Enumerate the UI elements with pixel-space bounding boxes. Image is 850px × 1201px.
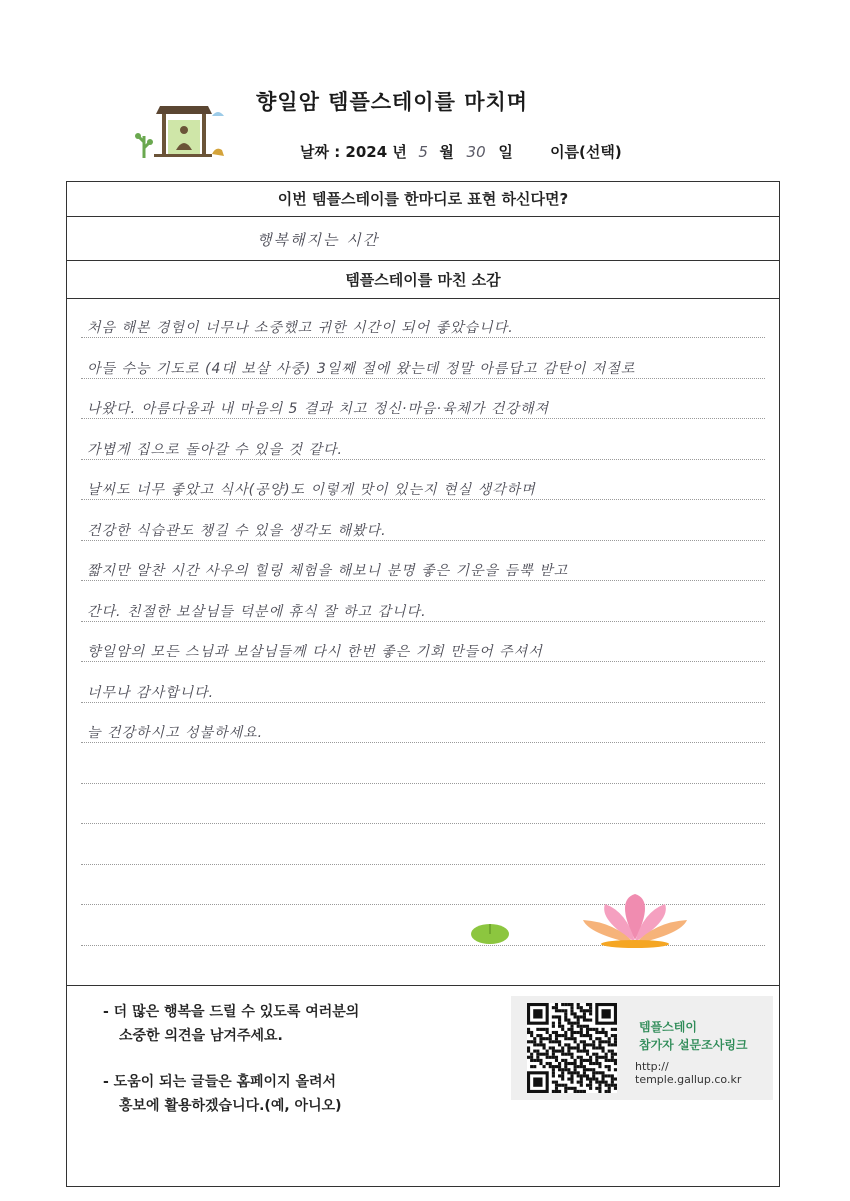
promo-line2: 참가자 설문조사링크	[639, 1038, 748, 1052]
day-value[interactable]: 30	[466, 143, 486, 161]
review-line-text: 늘 건강하시고 성불하세요.	[87, 725, 264, 741]
question-answer-box[interactable]	[67, 217, 779, 261]
footer-section	[67, 985, 779, 1187]
survey-promo	[511, 996, 773, 1100]
ruled-line	[81, 823, 765, 824]
lotus-leaf-icon	[470, 922, 510, 946]
date-name-row	[300, 141, 622, 162]
note-homepage-line1: - 도움이 되는 글들은 홈페이지 올려서	[103, 1074, 337, 1090]
review-lines[interactable]	[67, 299, 779, 985]
note-feedback	[103, 1000, 359, 1048]
ruled-line	[81, 499, 765, 500]
ruled-line	[81, 418, 765, 419]
ruled-line	[81, 702, 765, 703]
note-feedback-line1: - 더 많은 행복을 드릴 수 있도록 여러분의	[103, 1004, 360, 1020]
review-line-text: 날씨도 너무 좋았고 식사(공양)도 이렇게 맛이 있는지 현실 생각하며	[87, 482, 536, 498]
ruled-line	[81, 621, 765, 622]
note-homepage	[103, 1070, 342, 1118]
review-line-text: 가볍게 집으로 돌아갈 수 있을 것 같다.	[87, 441, 344, 458]
review-line-text: 짧지만 알찬 시간 사우의 힐링 체험을 해보니 분명 좋은 기운을 듬뿍 받고	[87, 563, 569, 579]
day-label: 일	[498, 143, 513, 161]
review-line-text: 처음 해본 경험이 너무나 소중했고 귀한 시간이 되어 좋았습니다.	[87, 320, 514, 336]
name-label: 이름(선택)	[550, 143, 622, 161]
review-line-text: 나왔다. 아름다움과 내 마음의 5 결과 치고 정신·마음·육체가 건강해져	[87, 401, 550, 417]
survey-form	[66, 181, 780, 1187]
ruled-line	[81, 864, 765, 865]
page-title: 향일암 템플스테이를 마치며	[256, 90, 529, 114]
question-answer: 행복해지는 시간	[257, 231, 380, 249]
month-label: 월	[439, 143, 454, 161]
review-line-text: 건강한 식습관도 챙길 수 있을 생각도 해봤다.	[87, 522, 387, 539]
review-line-text: 향일암의 모든 스님과 보살님들께 다시 한번 좋은 기회 만들어 주셔서	[87, 644, 543, 660]
promo-title	[639, 1018, 748, 1054]
ruled-line	[81, 378, 765, 379]
qr-code-icon[interactable]	[527, 1003, 617, 1093]
temple-logo-icon	[132, 92, 228, 164]
review-line-text: 너무나 감사합니다.	[87, 684, 215, 701]
ruled-line	[81, 540, 765, 541]
ruled-line	[81, 337, 765, 338]
date-label: 날짜 : 2024 년	[300, 143, 407, 161]
ruled-line	[81, 459, 765, 460]
review-line-text: 아들 수능 기도로 (4대 보살 사중) 3일째 절에 왔는데 정말 아름답고 감탄이 저절로	[87, 360, 636, 377]
note-homepage-line2: 홍보에 활용하겠습니다.(예, 아니오)	[119, 1098, 342, 1114]
question-heading: 이번 템플스테이를 한마디로 표현 하신다면?	[67, 182, 779, 217]
ruled-line	[81, 742, 765, 743]
lotus-icon	[575, 890, 695, 950]
note-feedback-line2: 소중한 의견을 남겨주세요.	[119, 1028, 283, 1044]
review-heading: 템플스테이를 마친 소감	[67, 261, 779, 299]
month-value[interactable]: 5	[418, 143, 428, 161]
ruled-line	[81, 580, 765, 581]
review-line-text: 간다. 친절한 보살님들 덕분에 휴식 잘 하고 갑니다.	[87, 603, 427, 620]
promo-line1: 템플스테이	[639, 1020, 697, 1034]
ruled-line	[81, 783, 765, 784]
promo-url[interactable]: http:// temple.gallup.co.kr	[635, 1060, 742, 1086]
ruled-line	[81, 661, 765, 662]
